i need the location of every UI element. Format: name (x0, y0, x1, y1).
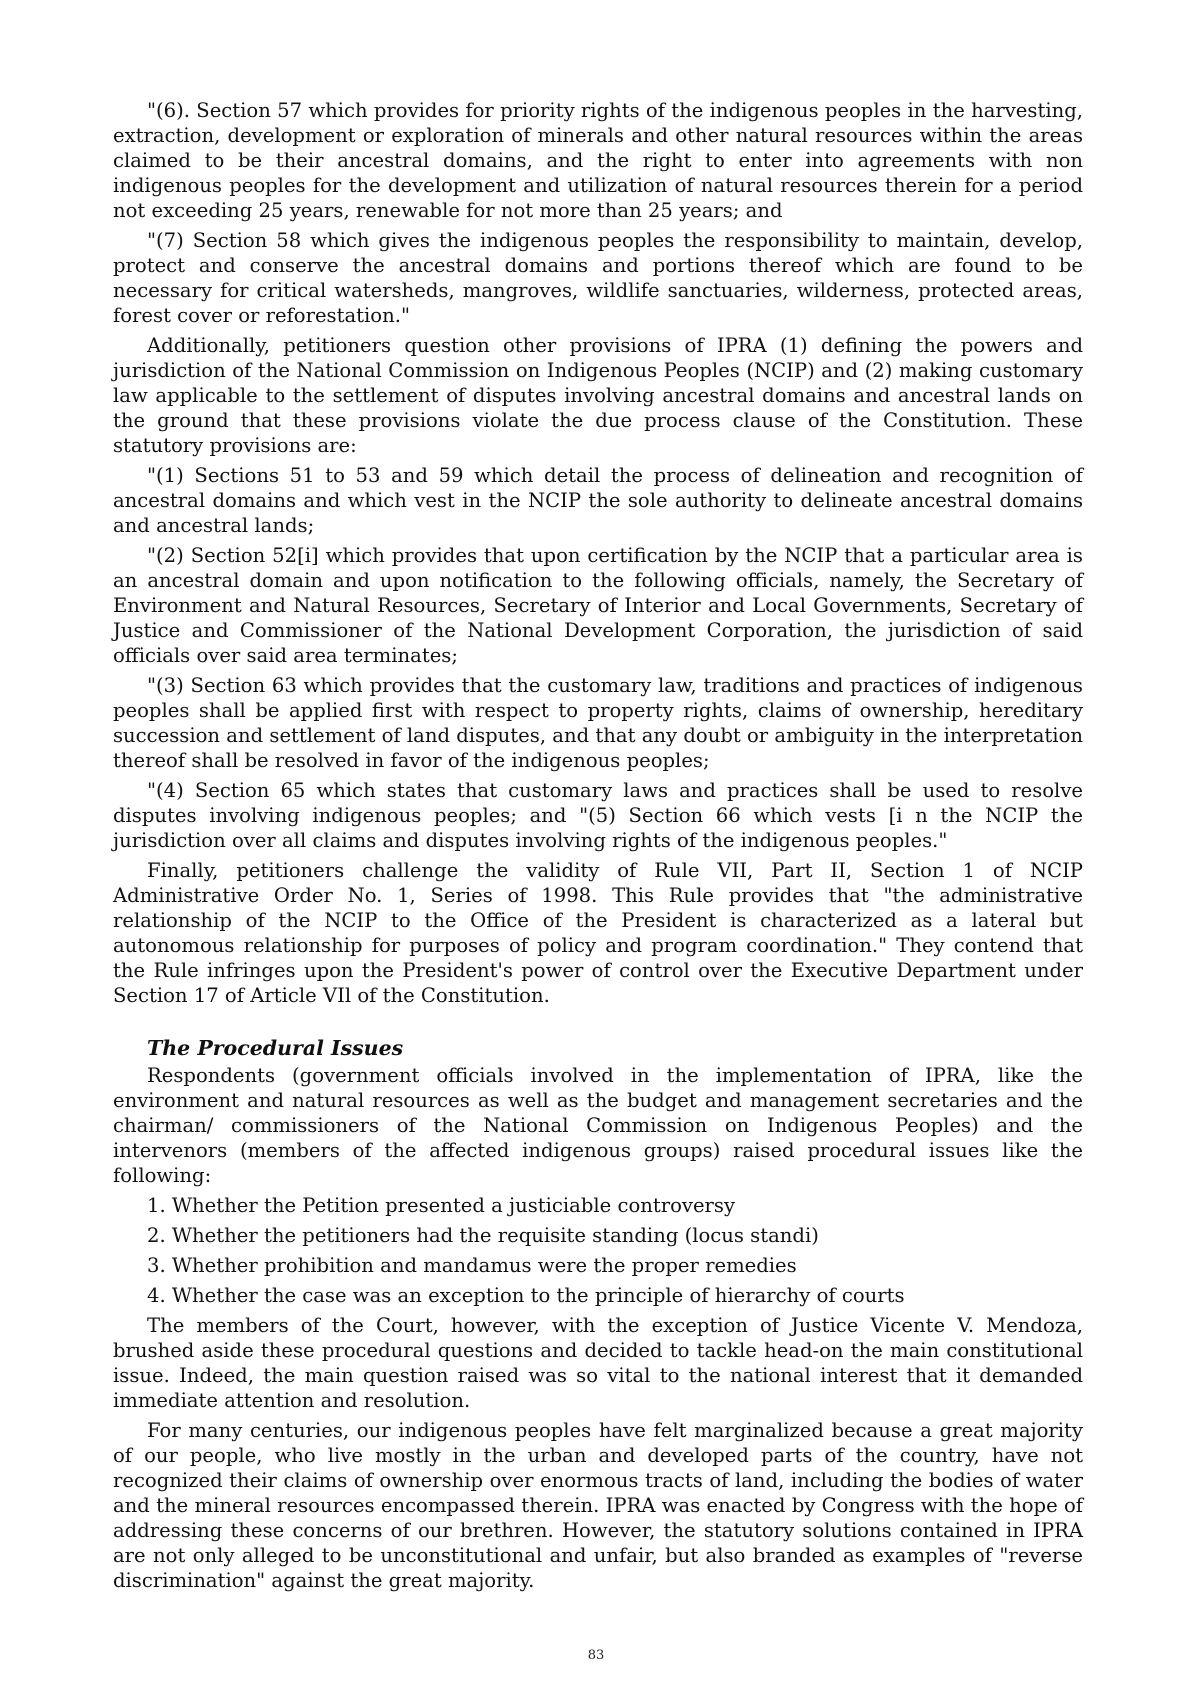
paragraph-many-centuries: For many centuries, our indigenous peoples have felt marginalized because a great majority of our people, who live mostly in the urban and developed parts of the country, have not recognized their claims of ownership over enormous tracts of land, including the bodies of water and the mineral resources encompassed therein. IPRA was enacted by Congress with the hope of addressing these concerns of our brethren. However, the statutory solutions contained in IPRA are not only alleged to be unconstitutional and unfair, but also branded as examples of "reverse discrimination" against the great majority. (113, 1419, 1083, 1592)
page-number: 83 (587, 1648, 605, 1663)
paragraph-section-65-66: "(4) Section 65 which states that customary laws and practices shall be used to resolve disputes involving indigenous peoples; and "(5) Section 66 which vests [i n the NCIP the jurisdiction over all claims and disputes involving rights of the indigenous peoples." (113, 779, 1083, 852)
paragraph-section-52i: "(2) Section 52[i] which provides that upon certification by the NCIP that a particular area is an ancestral domain and upon notification to the following officials, namely, the Secretary of Environment and Natural Resources, Secretary of Interior and Local Governments, Secretary of Justice and Commissioner of the National Development Corporation, the jurisdiction of said officials over said area terminates; (113, 544, 1083, 667)
paragraph-court-members: The members of the Court, however, with the exception of Justice Vicente V. Mendoza, brushed aside these procedural questions and decided to tackle head-on the main constitutional issue. Indeed, the main question raised was so vital to the national interest that it demanded immediate attention and resolution. (113, 1314, 1083, 1412)
paragraph-section-58: "(7) Section 58 which gives the indigenous peoples the responsibility to maintain, develop, protect and conserve the ancestral domains and portions thereof which are found to be necessary for critical watersheds, mangroves, wildlife sanctuaries, wilderness, protected areas, forest cover or reforestation." (113, 229, 1083, 327)
list-item: 2. Whether the petitioners had the requisite standing (locus standi) (147, 1224, 819, 1247)
document-page (113, 98, 1083, 1598)
list-item: 3. Whether prohibition and mandamus were the proper remedies (147, 1254, 797, 1277)
paragraph-sections-51-53: "(1) Sections 51 to 53 and 59 which detail the process of delineation and recognition of ancestral domains and which vest in the NCIP the sole authority to delineate ancestral domains and ancestral lands; (113, 464, 1083, 537)
list-item: 1. Whether the Petition presented a justiciable controversy (147, 1194, 736, 1217)
paragraph-section-57: "(6). Section 57 which provides for priority rights of the indigenous peoples in the harvesting, extraction, development or exploration of minerals and other natural resources within the areas claimed to be their ancestral domains, and the right to enter into agreements with non indigenous peoples for the development and utilization of natural resources therein for a period not exceeding 25 years, renewable for not more than 25 years; and (113, 99, 1083, 222)
paragraph-finally: Finally, petitioners challenge the validity of Rule VII, Part II, Section 1 of NCIP Administrative Order No. 1, Series of 1998. This Rule provides that "the administrative relationship of the NCIP to the Office of the President is characterized as a lateral but autonomous relationship for purposes of policy and program coordination." They contend that the Rule infringes upon the President's power of control over the Executive Department under Section 17 of Article VIl of the Constitution. (113, 859, 1083, 1007)
list-item: 4. Whether the case was an exception to the principle of hierarchy of courts (147, 1284, 905, 1307)
paragraph-respondents: Respondents (government officials involved in the implementation of IPRA, like the environment and natural resources as well as the budget and management secretaries and the chairman/ commissioners of the National Commission on Indigenous Peoples) and the intervenors (members of the affected indigenous groups) raised procedural issues like the following: (113, 1064, 1083, 1187)
paragraph-additionally: Additionally, petitioners question other provisions of IPRA (1) defining the powers and jurisdiction of the National Commission on Indigenous Peoples (NCIP) and (2) making customary law applicable to the settlement of disputes involving ancestral domains and ancestral lands on the ground that these provisions violate the due process clause of the Constitution. These statutory provisions are: (113, 334, 1083, 457)
paragraph-section-63: "(3) Section 63 which provides that the customary law, traditions and practices of indigenous peoples shall be applied first with respect to property rights, claims of ownership, hereditary succession and settlement of land disputes, and that any doubt or ambiguity in the interpretation thereof shall be resolved in favor of the indigenous peoples; (113, 674, 1083, 772)
section-heading: The Procedural Issues (147, 1036, 404, 1060)
